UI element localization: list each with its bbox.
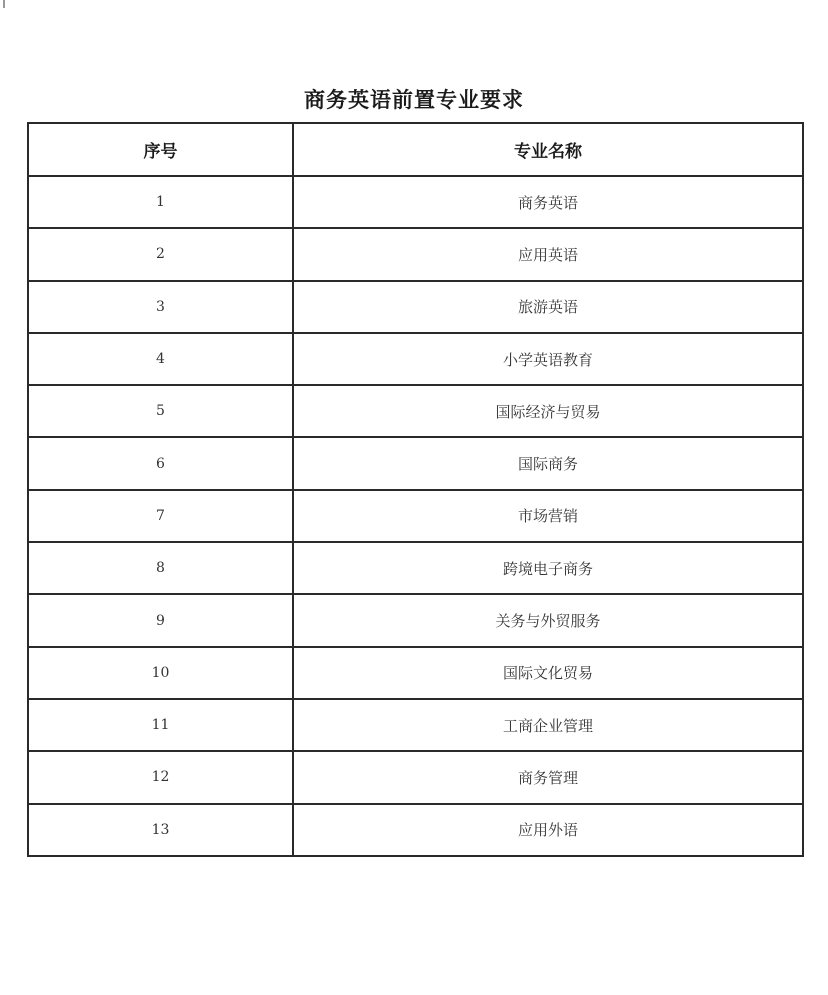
major-requirements-table [27, 122, 804, 857]
serial-number-cell: 6 [28, 437, 293, 489]
document-title: 商务英语前置专业要求 [304, 88, 524, 112]
major-name-cell: 国际文化贸易 [293, 647, 803, 699]
header-major-name: 专业名称 [293, 123, 803, 176]
serial-number-cell: 9 [28, 594, 293, 646]
major-name-cell: 工商企业管理 [293, 699, 803, 751]
major-name-cell: 应用英语 [293, 228, 803, 280]
table-row [28, 281, 803, 333]
major-name-cell: 关务与外贸服务 [293, 594, 803, 646]
major-name-cell: 商务管理 [293, 751, 803, 803]
serial-number-cell: 1 [28, 176, 293, 228]
table-row [28, 437, 803, 489]
table-row [28, 228, 803, 280]
major-name-cell: 跨境电子商务 [293, 542, 803, 594]
serial-number-cell: 3 [28, 281, 293, 333]
serial-number-cell: 10 [28, 647, 293, 699]
serial-number-cell: 5 [28, 385, 293, 437]
edge-mark [3, 0, 5, 8]
serial-number-cell: 13 [28, 804, 293, 856]
major-name-cell: 商务英语 [293, 176, 803, 228]
table-row [28, 333, 803, 385]
table-row [28, 804, 803, 856]
table-row [28, 490, 803, 542]
header-serial-number: 序号 [28, 123, 293, 176]
major-name-cell: 国际商务 [293, 437, 803, 489]
serial-number-cell: 12 [28, 751, 293, 803]
table-row [28, 594, 803, 646]
major-name-cell: 小学英语教育 [293, 333, 803, 385]
table-row [28, 176, 803, 228]
table-row [28, 699, 803, 751]
major-name-cell: 旅游英语 [293, 281, 803, 333]
serial-number-cell: 2 [28, 228, 293, 280]
major-name-cell: 市场营销 [293, 490, 803, 542]
serial-number-cell: 8 [28, 542, 293, 594]
table-row [28, 751, 803, 803]
table-header-row [28, 123, 803, 176]
serial-number-cell: 11 [28, 699, 293, 751]
table-row [28, 385, 803, 437]
major-name-cell: 应用外语 [293, 804, 803, 856]
serial-number-cell: 4 [28, 333, 293, 385]
table-row [28, 542, 803, 594]
table-row [28, 647, 803, 699]
major-name-cell: 国际经济与贸易 [293, 385, 803, 437]
serial-number-cell: 7 [28, 490, 293, 542]
